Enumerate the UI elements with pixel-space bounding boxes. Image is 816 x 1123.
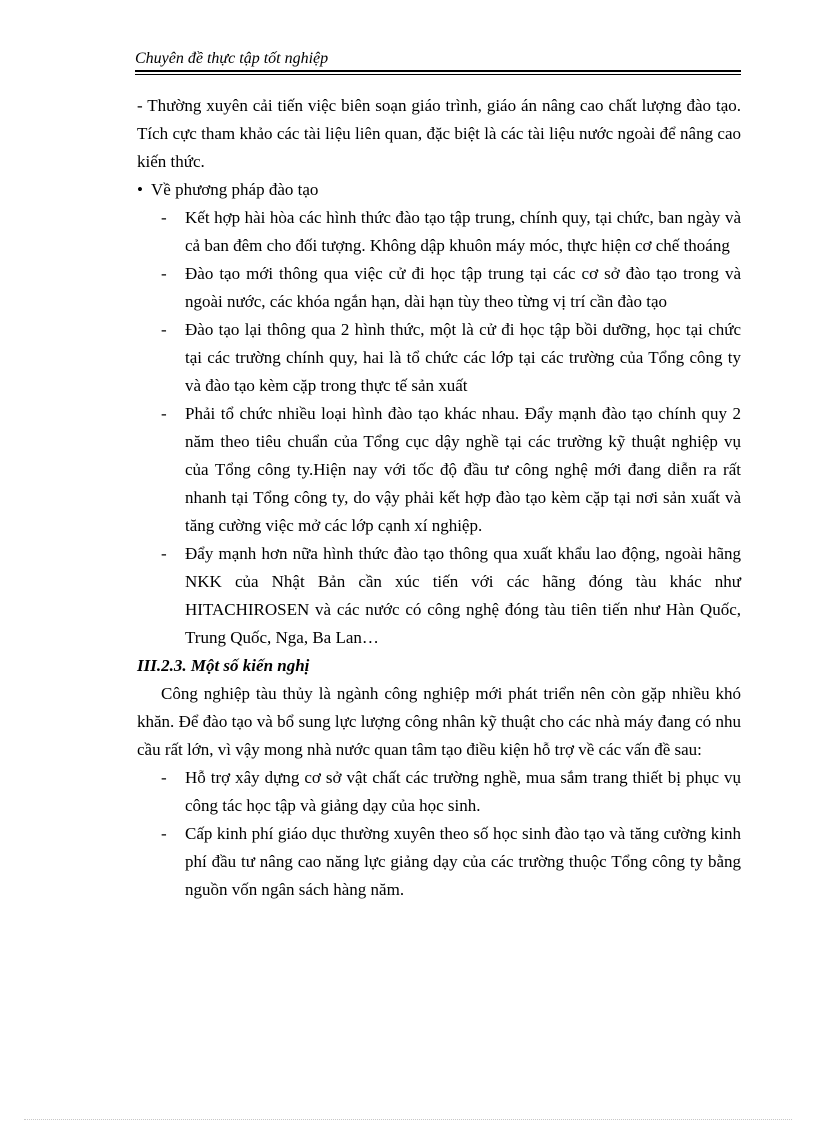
methods-list	[137, 204, 741, 652]
list-item	[137, 204, 741, 260]
dash-marker: -	[161, 320, 167, 339]
dash-marker: -	[161, 208, 167, 227]
list-item	[137, 260, 741, 316]
dash-marker: -	[161, 824, 167, 843]
list-item-text: Đào tạo mới thông qua việc cử đi học tập trung tại các cơ sở đào tạo trong và ngoài nước, các khóa ngắn hạn, dài hạn tùy theo từng vị trí cần đào tạo	[185, 264, 741, 311]
list-item	[137, 540, 741, 652]
list-item	[137, 764, 741, 820]
section-heading: III.2.3. Một số kiến nghị	[137, 656, 310, 675]
methods-heading	[137, 176, 741, 204]
dash-marker: -	[161, 544, 167, 563]
intro-paragraph: - Thường xuyên cải tiến việc biên soạn giáo trình, giáo án nâng cao chất lượng đào tạo. Tích cực tham khảo các tài liệu liên quan, đặc biệt là các tài liệu nước ngoài để nâng cao kiến thức.	[137, 96, 741, 171]
dash-marker: -	[161, 404, 167, 423]
list-item-text: Cấp kinh phí giáo dục thường xuyên theo số học sinh đào tạo và tăng cường kinh phí đầu tư nâng cao năng lực giảng dạy của các trường thuộc Tổng công ty bằng nguồn vốn ngân sách hàng năm.	[185, 824, 741, 899]
list-item-text: Hỗ trợ xây dựng cơ sở vật chất các trường nghề, mua sắm trang thiết bị phục vụ công tác học tập và giảng dạy của học sinh.	[185, 768, 741, 815]
methods-heading-text: Về phương pháp đào tạo	[151, 180, 319, 199]
list-item-text: Đào tạo lại thông qua 2 hình thức, một là cử đi học tập bồi dưỡng, học tại chức tại các trường chính quy, hai là tổ chức các lớp tại các trường của Tổng công ty và đào tạo kèm cặp trong thực tế sản xuất	[185, 320, 741, 395]
page-header-title: Chuyên đề thực tập tốt nghiệp	[135, 50, 329, 67]
list-item	[137, 820, 741, 904]
header-rule-thin	[135, 74, 741, 75]
bullet-icon: •	[137, 180, 143, 199]
list-item	[137, 316, 741, 400]
document-body	[137, 92, 741, 904]
list-item-text: Kết hợp hài hòa các hình thức đào tạo tập trung, chính quy, tại chức, ban ngày và cả ban đêm cho đối tượng. Không dập khuôn máy móc, thực hiện cơ chế thoáng	[185, 208, 741, 255]
dash-marker: -	[161, 264, 167, 283]
header-rule-thick	[135, 70, 741, 72]
list-item-text: Phải tổ chức nhiều loại hình đào tạo khác nhau. Đẩy mạnh đào tạo chính quy 2 năm theo tiêu chuẩn của Tổng cục dậy nghề tại các trường kỹ thuật nghiệp vụ của Tổng công ty.Hiện nay với tốc độ đầu tư công nghệ mới đang diễn ra rất nhanh tại Tổng công ty, do vậy phải kết hợp đào tạo kèm cặp tại nơi sản xuất và tăng cường việc mở các lớp cạnh xí nghiệp.	[185, 404, 741, 535]
footer-dotted-rule	[24, 1119, 792, 1120]
dash-marker: -	[161, 768, 167, 787]
list-item-text: Đẩy mạnh hơn nữa hình thức đào tạo thông qua xuất khẩu lao động, ngoài hãng NKK của Nhật Bản cần xúc tiến với các hãng đóng tàu khác như HITACHIROSEN và các nước có công nghệ đóng tàu tiên tiến như Hàn Quốc, Trung Quốc, Nga, Ba Lan…	[185, 544, 741, 647]
section-paragraph: Công nghiệp tàu thủy là ngành công nghiệp mới phát triển nên còn gặp nhiều khó khăn. Để đào tạo và bổ sung lực lượng công nhân kỹ thuật cho các nhà máy đang có nhu cầu rất lớn, vì vậy mong nhà nước quan tâm tạo điều kiện hỗ trợ về các vấn đề sau:	[137, 684, 741, 759]
recommendations-list	[137, 764, 741, 904]
list-item	[137, 400, 741, 540]
